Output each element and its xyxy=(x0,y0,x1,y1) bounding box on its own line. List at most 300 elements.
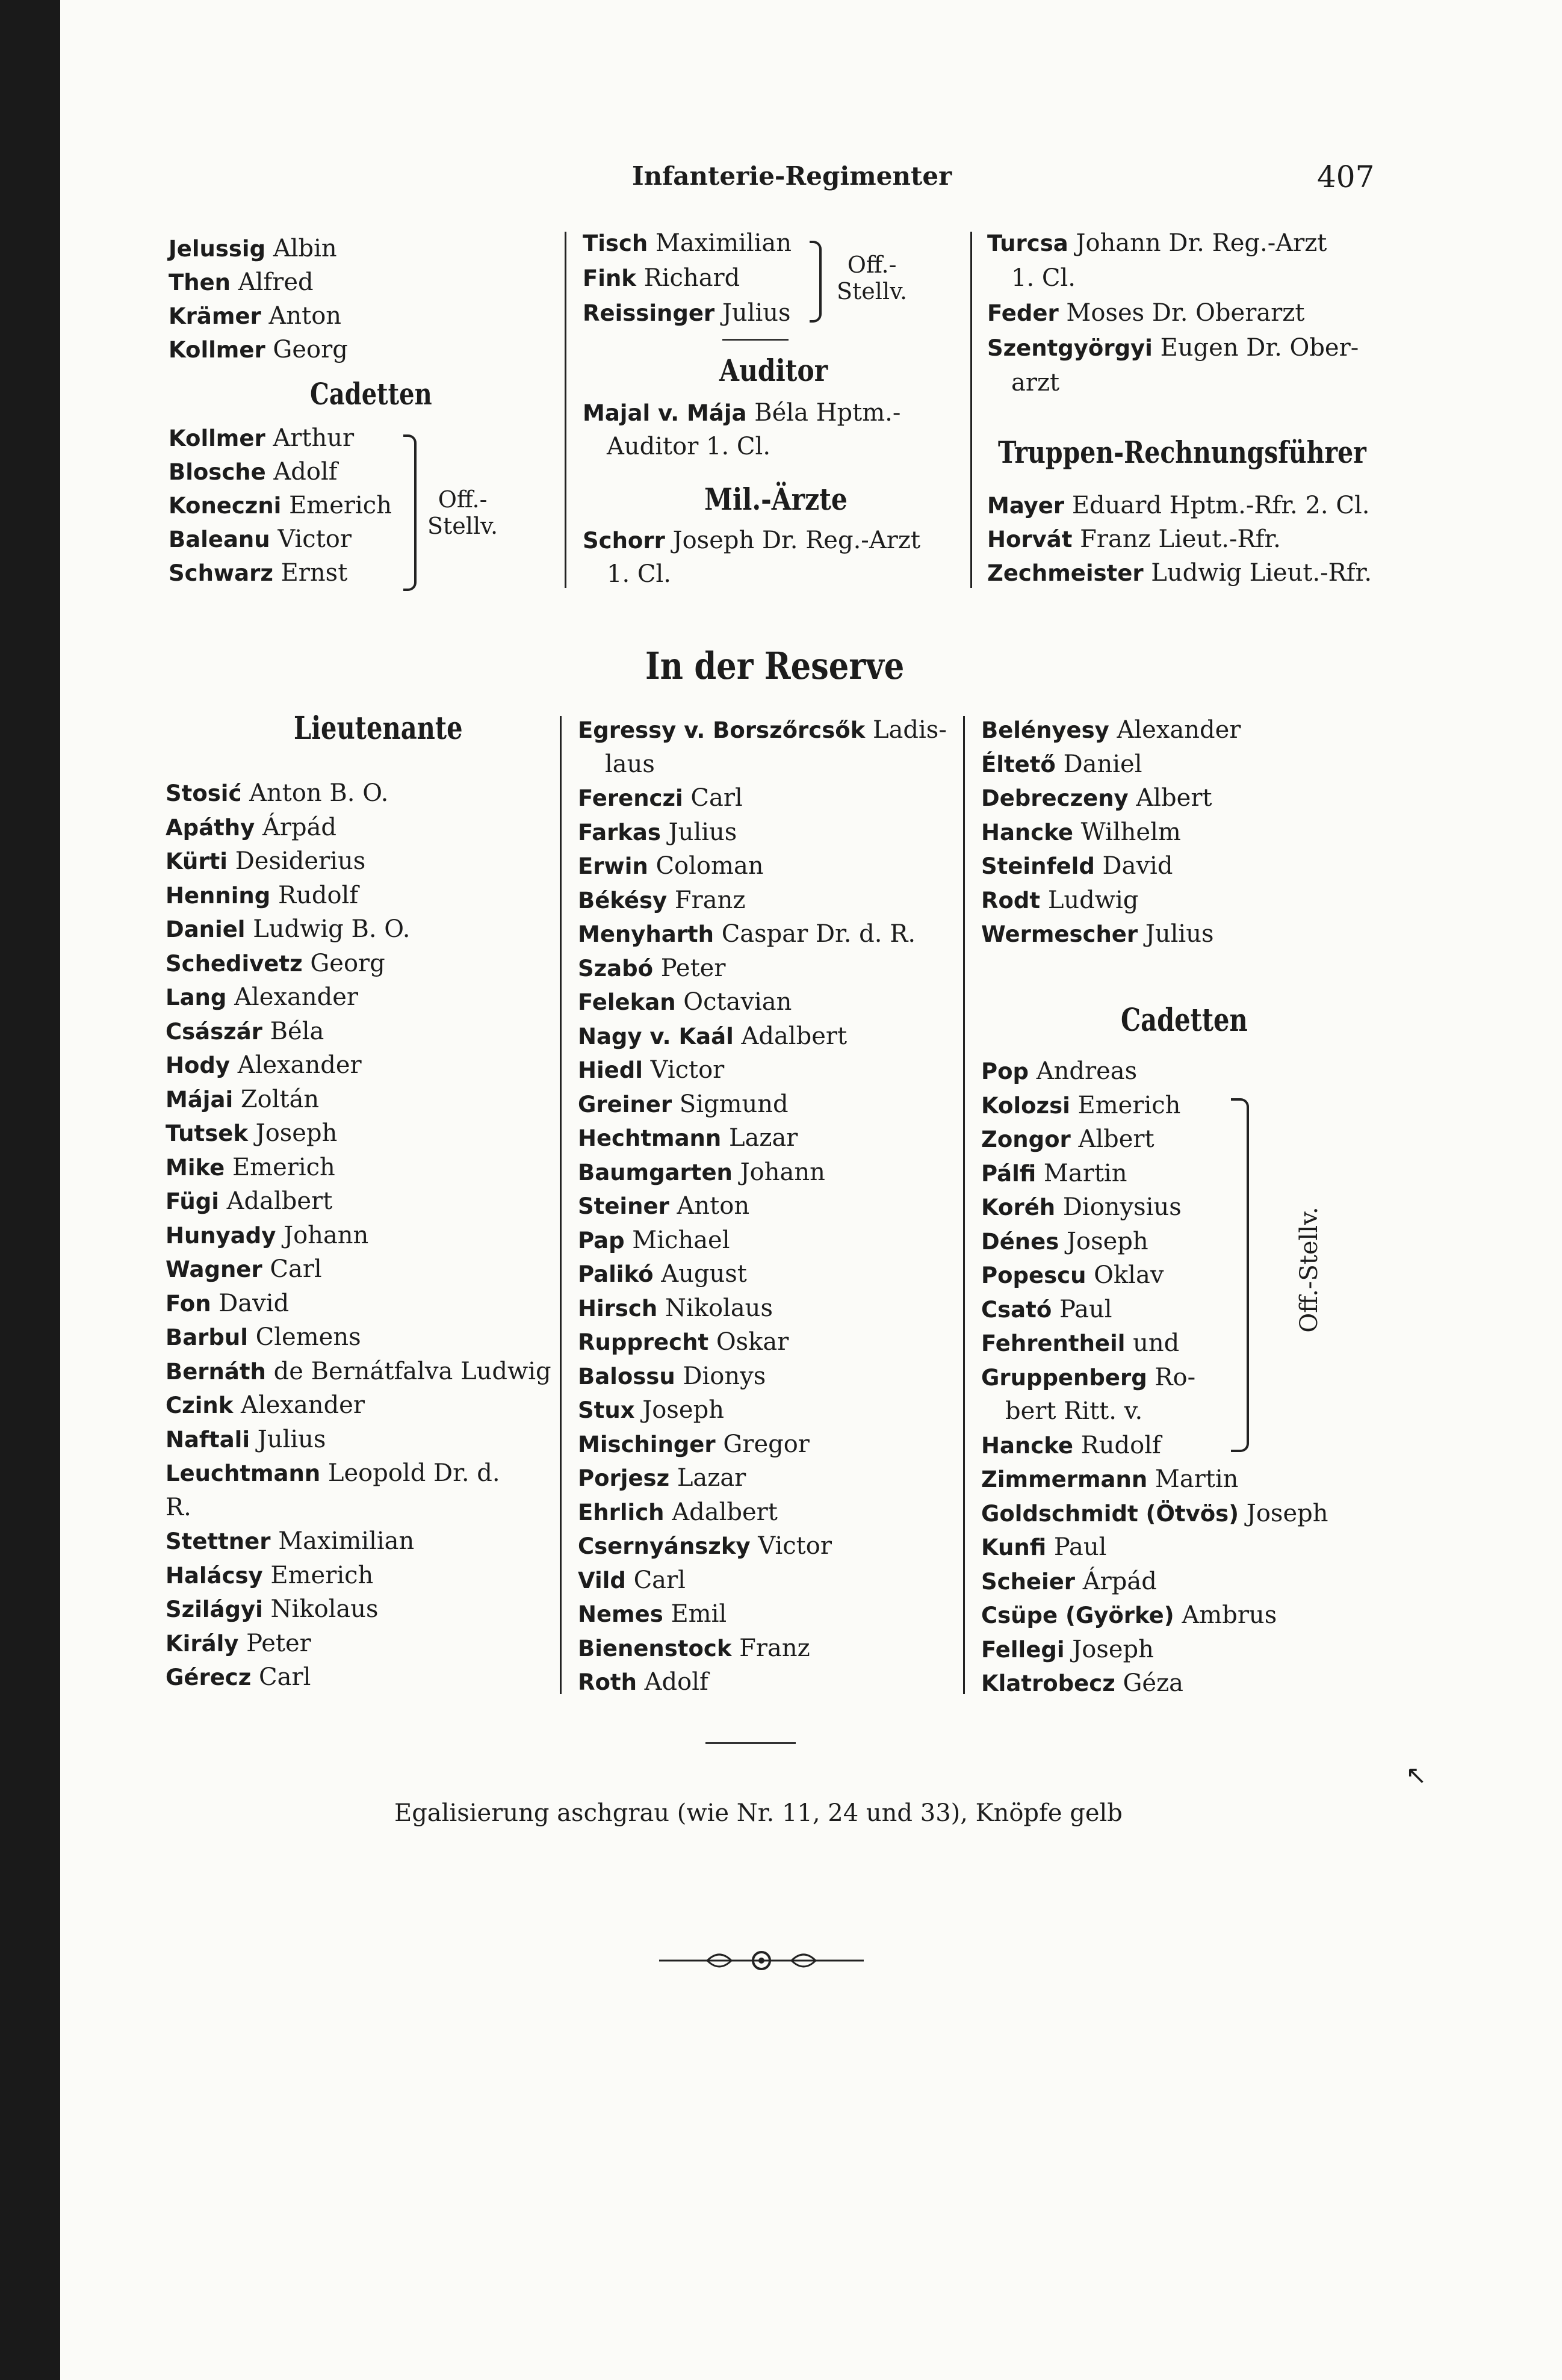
entry-row xyxy=(578,1087,789,1122)
given-name: Martin xyxy=(1043,1159,1127,1187)
given-name: Adolf xyxy=(644,1668,708,1696)
surname: Hancke xyxy=(981,1432,1073,1459)
surname: Szilágyi xyxy=(166,1596,263,1622)
surname: Fink xyxy=(583,265,636,291)
given-name: Alfred xyxy=(238,268,314,296)
surname: Zechmeister xyxy=(987,560,1144,586)
surname: Schwarz xyxy=(169,560,273,586)
entry-row xyxy=(578,1325,789,1359)
auditor-heading: Auditor xyxy=(719,353,828,388)
surname: Nagy v. Kaál xyxy=(578,1023,734,1049)
given-name: Georg xyxy=(273,336,348,363)
given-name: Joseph Dr. Reg.-Arzt xyxy=(672,527,920,554)
surname: Hiedl xyxy=(578,1057,643,1083)
given-name: Carl xyxy=(633,1566,686,1594)
given-name: Coloman xyxy=(655,852,764,880)
surname: Szabó xyxy=(578,955,654,981)
entry-row xyxy=(578,1597,727,1631)
given-name: Adalbert xyxy=(741,1022,848,1050)
surname: Naftali xyxy=(166,1426,250,1453)
entry-row xyxy=(981,849,1173,883)
surname: Stux xyxy=(578,1397,635,1423)
entry-row xyxy=(981,1054,1137,1089)
entry-row xyxy=(578,781,743,815)
surname: Nemes xyxy=(578,1601,663,1627)
surname: Pálfi xyxy=(981,1160,1037,1187)
footer-rule xyxy=(705,1742,796,1744)
entry-row xyxy=(166,1083,319,1117)
surname: Koréh xyxy=(981,1195,1056,1220)
surname: Kunfi xyxy=(981,1535,1047,1560)
entry-row xyxy=(169,421,354,456)
surname: Hechtmann xyxy=(578,1125,722,1151)
given-name: David xyxy=(1102,852,1173,880)
given-name: Lazar xyxy=(677,1464,746,1492)
given-name: Joseph xyxy=(642,1396,724,1424)
given-name: bert Ritt. v. xyxy=(1005,1397,1143,1425)
entry-row xyxy=(166,776,388,811)
given-name: Daniel xyxy=(1063,750,1142,778)
entry-row xyxy=(578,1427,810,1462)
surname: Hody xyxy=(166,1052,230,1078)
surname: Apáthy xyxy=(166,814,255,841)
given-name: Ernst xyxy=(280,559,348,587)
entry-row xyxy=(981,747,1142,782)
given-name: Franz xyxy=(674,886,746,914)
given-name: Anton xyxy=(677,1192,750,1220)
surname: Balossu xyxy=(578,1363,675,1389)
surname: Henning xyxy=(166,882,271,909)
surname: Fellegi xyxy=(981,1636,1065,1663)
surname: Pop xyxy=(981,1059,1029,1084)
entry-row xyxy=(578,1359,766,1394)
given-name: Ambrus xyxy=(1182,1601,1277,1629)
entry-row xyxy=(981,815,1181,850)
entry-row xyxy=(166,1116,337,1151)
surname: Hunyady xyxy=(166,1222,276,1249)
surname: Turcsa xyxy=(987,230,1068,256)
given-name: Wilhelm xyxy=(1080,818,1181,846)
given-name: Joseph xyxy=(1246,1499,1328,1527)
given-name: Adolf xyxy=(273,458,338,486)
given-name: Moses Dr. Oberarzt xyxy=(1066,299,1305,327)
entry-row xyxy=(166,1320,361,1355)
given-name: Martin xyxy=(1154,1465,1239,1493)
given-name: Nikolaus xyxy=(665,1294,773,1322)
brace-1 xyxy=(403,434,417,591)
given-name: Emil xyxy=(671,1600,727,1628)
surname: Éltető xyxy=(981,751,1056,777)
entry-row xyxy=(578,1121,798,1155)
surname: Tutsek xyxy=(166,1120,248,1146)
given-name: Alexander xyxy=(237,1051,362,1079)
cadets-heading-1: Cadetten xyxy=(310,376,432,412)
given-name: Julius xyxy=(1145,920,1214,948)
given-name: Octavian xyxy=(683,988,792,1016)
surname: Erwin xyxy=(578,853,648,879)
surname: Ehrlich xyxy=(578,1499,665,1525)
surname: Klatrobecz xyxy=(981,1671,1115,1696)
entry-row xyxy=(166,844,365,879)
given-name: Emerich xyxy=(289,492,392,519)
entry-row xyxy=(166,1423,326,1457)
given-name: Zoltán xyxy=(240,1085,320,1113)
entry-row xyxy=(981,1598,1277,1633)
surname: Wermescher xyxy=(981,921,1138,947)
given-name: Emerich xyxy=(270,1561,374,1589)
given-name: Johann xyxy=(740,1158,825,1186)
entry-row xyxy=(578,1563,686,1598)
given-name: de Bernátfalva Ludwig xyxy=(273,1357,551,1385)
surname: Schedivetz xyxy=(166,950,303,977)
entry-row xyxy=(987,522,1281,557)
reserve-heading: In der Reserve xyxy=(645,644,905,688)
given-name: Carl xyxy=(270,1255,322,1283)
entry-row xyxy=(981,1190,1182,1225)
entry-row xyxy=(169,333,348,367)
surname: Debreczeny xyxy=(981,785,1129,811)
given-name: Johann Dr. Reg.-Arzt xyxy=(1076,229,1327,257)
surname: Koneczni xyxy=(169,493,282,519)
given-name: Victor xyxy=(758,1532,832,1560)
off-stellv-note-1 xyxy=(427,486,498,539)
entry-row xyxy=(578,1665,708,1699)
surname: Feder xyxy=(987,300,1059,326)
surname: Goldschmidt (Ötvös) xyxy=(981,1500,1239,1527)
given-name: Eduard Hptm.-Rfr. 2. Cl. xyxy=(1071,492,1370,519)
entry-row xyxy=(169,232,337,266)
entry-row xyxy=(981,1633,1154,1667)
column-rule xyxy=(970,232,972,588)
surname: Menyharth xyxy=(578,921,714,947)
entry-row xyxy=(169,556,347,590)
entry-row xyxy=(981,1497,1328,1531)
entry-row xyxy=(981,1666,1183,1701)
surname: Wagner xyxy=(166,1256,262,1282)
given-name: laus xyxy=(605,750,655,778)
entry-row xyxy=(981,1326,1179,1361)
entry-row xyxy=(578,1189,749,1223)
surname: Hancke xyxy=(981,819,1073,845)
surname: Mike xyxy=(166,1154,225,1181)
given-name: 1. Cl. xyxy=(607,560,671,588)
given-name: Albert xyxy=(1136,784,1212,812)
given-name: Julius xyxy=(257,1425,326,1453)
given-name: Ludwig B. O. xyxy=(253,915,411,943)
given-name: Maximilian xyxy=(655,229,792,257)
surname: Steinfeld xyxy=(981,853,1095,879)
cadets-heading-2: Cadetten xyxy=(1121,1002,1248,1039)
entry-row xyxy=(169,522,352,557)
entry-row xyxy=(578,1291,773,1326)
off-stellv-note-3: Off.-Stellv. xyxy=(1295,1207,1323,1333)
given-name: Alexander xyxy=(1117,716,1241,744)
given-name: August xyxy=(661,1260,747,1288)
surname: Steiner xyxy=(578,1193,669,1219)
entry-row xyxy=(166,1048,362,1083)
given-name: Dionys xyxy=(683,1362,766,1390)
given-name: Richard xyxy=(643,264,740,292)
given-name: Árpád xyxy=(262,813,337,841)
surname: Májai xyxy=(166,1086,234,1113)
surname: Blosche xyxy=(169,459,266,485)
given-name: Michael xyxy=(632,1226,730,1254)
entry-row xyxy=(578,951,725,986)
surname: Leuchtmann xyxy=(166,1460,321,1486)
entry-row xyxy=(981,1530,1106,1565)
surname: Király xyxy=(166,1630,239,1657)
surname: Csernyánszky xyxy=(578,1533,751,1559)
surname: Rodt xyxy=(981,887,1041,913)
surname: Mayer xyxy=(987,493,1065,519)
given-name: Eugen Dr. Ober- xyxy=(1160,334,1359,362)
entry-row xyxy=(166,1660,311,1695)
entry-row xyxy=(605,747,655,781)
given-name: David xyxy=(218,1289,290,1317)
entry-row xyxy=(578,1631,810,1666)
surname: Tisch xyxy=(583,230,648,256)
surname: Czink xyxy=(166,1392,234,1418)
given-name: Albin xyxy=(273,235,337,262)
surname: Popescu xyxy=(981,1263,1086,1288)
surname: Bienenstock xyxy=(578,1635,732,1661)
brace-3 xyxy=(1231,1098,1249,1452)
page xyxy=(60,0,1562,2380)
given-name: Desiderius xyxy=(235,847,366,875)
entry-row xyxy=(166,1456,500,1491)
given-name: Arthur xyxy=(273,424,355,452)
given-name: Béla xyxy=(270,1017,324,1045)
entry-row xyxy=(166,811,336,845)
given-name: Anton xyxy=(268,302,342,330)
entry-row xyxy=(169,455,338,489)
surname: Horvát xyxy=(987,527,1073,552)
entry-row xyxy=(578,883,745,918)
ornament-icon xyxy=(659,1943,864,1979)
surname: Bernáth xyxy=(166,1358,266,1385)
surname: Rupprecht xyxy=(578,1329,709,1355)
brace-2 xyxy=(810,241,822,323)
surname: Krämer xyxy=(169,303,261,329)
lieutenants-heading: Lieutenante xyxy=(294,710,463,747)
surname: Fügi xyxy=(166,1188,219,1214)
entry-row xyxy=(166,947,385,981)
entry-row xyxy=(169,299,341,333)
page-number: 407 xyxy=(1317,159,1375,194)
entry-row xyxy=(981,1157,1127,1191)
given-name: Árpád xyxy=(1082,1567,1157,1595)
entry-row xyxy=(166,1219,368,1253)
entry-row xyxy=(166,1524,414,1559)
off-stellv-note-2 xyxy=(837,252,907,304)
given-name: Oklav xyxy=(1094,1261,1164,1289)
note-line: Stellv. xyxy=(837,278,908,304)
given-name: Julius xyxy=(668,818,737,846)
surname: Daniel xyxy=(166,916,246,942)
given-name: Géza xyxy=(1123,1669,1183,1697)
entry-row xyxy=(166,1627,311,1661)
entry-row xyxy=(583,396,900,430)
surname: Hirsch xyxy=(578,1295,658,1321)
surname: Jelussig xyxy=(169,236,266,262)
given-name: Rudolf xyxy=(277,881,359,909)
entry-row xyxy=(583,226,792,261)
given-name: Gregor xyxy=(723,1430,810,1458)
given-name: Peter xyxy=(660,954,726,982)
given-name: Auditor 1. Cl. xyxy=(607,433,771,460)
entry-row xyxy=(607,430,770,463)
entry-row xyxy=(578,1461,746,1495)
surname: Pap xyxy=(578,1227,625,1253)
entry-row xyxy=(578,985,792,1019)
given-name: Alexander xyxy=(234,983,359,1011)
note-line: Off.- xyxy=(438,486,488,513)
given-name: Sigmund xyxy=(679,1090,789,1118)
given-name: arzt xyxy=(1011,369,1060,397)
entry-row xyxy=(987,296,1304,330)
note-line: Off.- xyxy=(847,252,897,278)
given-name: Carl xyxy=(690,784,743,812)
surname: Kolozsi xyxy=(981,1092,1070,1119)
cursor-mark-icon: ↖ xyxy=(1405,1760,1427,1790)
column-rule xyxy=(560,716,562,1694)
surname: Halácsy xyxy=(166,1562,263,1589)
surname: Schorr xyxy=(583,528,665,554)
entry-row xyxy=(981,1429,1161,1463)
entry-row xyxy=(578,849,764,883)
entry-row xyxy=(981,1089,1180,1123)
given-name: Emerich xyxy=(232,1153,335,1181)
surname: Fehrentheil xyxy=(981,1331,1126,1356)
entry-row xyxy=(981,781,1212,815)
surname: Mischinger xyxy=(578,1431,716,1457)
surname: Zimmermann xyxy=(981,1467,1148,1492)
entry-row xyxy=(1005,1394,1142,1428)
entry-row xyxy=(166,1388,365,1423)
entry-row xyxy=(166,879,358,913)
entry-row xyxy=(166,1151,335,1185)
entry-row xyxy=(166,1252,322,1287)
column-rule xyxy=(565,232,566,588)
entry-row xyxy=(981,1225,1148,1259)
surname: Lang xyxy=(166,984,227,1010)
entry-row xyxy=(166,1491,191,1524)
surname: Szentgyörgyi xyxy=(987,335,1153,361)
surname: Farkas xyxy=(578,819,661,845)
given-name: Ro- xyxy=(1154,1363,1196,1391)
given-name: und xyxy=(1133,1329,1180,1357)
entry-row xyxy=(981,1462,1238,1497)
given-name: Franz xyxy=(739,1634,810,1662)
given-name: Julius xyxy=(722,299,791,327)
given-name: Dionysius xyxy=(1062,1193,1182,1221)
surname: Császár xyxy=(166,1018,262,1045)
entry-row xyxy=(981,1565,1157,1599)
surname: Barbul xyxy=(166,1324,248,1350)
surname: Vild xyxy=(578,1567,626,1593)
entry-row xyxy=(166,1355,551,1389)
given-name: Joseph xyxy=(1072,1635,1154,1663)
surname: Kürti xyxy=(166,848,228,874)
surname: Stosić xyxy=(166,780,242,806)
surname: Békésy xyxy=(578,887,668,913)
entry-row xyxy=(578,1495,778,1530)
given-name: Franz Lieut.-Rfr. xyxy=(1080,525,1281,553)
surname: Felekan xyxy=(578,989,676,1015)
entry-row xyxy=(981,917,1214,951)
surname: Kollmer xyxy=(169,337,265,363)
entry-row xyxy=(607,557,671,591)
entry-row xyxy=(583,296,791,330)
entry-row xyxy=(981,1293,1112,1327)
given-name: Alexander xyxy=(241,1391,365,1419)
given-name: Joseph xyxy=(1066,1227,1148,1255)
given-name: Paul xyxy=(1059,1295,1112,1323)
given-name: Andreas xyxy=(1036,1057,1138,1085)
entry-row xyxy=(166,1559,373,1593)
given-name: Peter xyxy=(246,1629,311,1657)
surname: Dénes xyxy=(981,1228,1059,1255)
entry-row xyxy=(1011,366,1059,400)
given-name: Emerich xyxy=(1077,1091,1181,1119)
entry-row xyxy=(578,1223,730,1258)
surname: Gruppenberg xyxy=(981,1364,1147,1391)
accounting-heading: Truppen-Rechnungsführer xyxy=(998,434,1366,470)
given-name: Nikolaus xyxy=(270,1595,379,1623)
given-name: Ludwig xyxy=(1047,886,1139,914)
given-name: Rudolf xyxy=(1080,1431,1161,1459)
given-name: Caspar Dr. d. R. xyxy=(721,920,916,948)
entry-row xyxy=(583,524,920,558)
surname: Gérecz xyxy=(166,1664,252,1690)
surname: Zongor xyxy=(981,1127,1071,1152)
given-name: Anton B. O. xyxy=(249,779,389,807)
entry-row xyxy=(578,1155,825,1190)
given-name: Joseph xyxy=(255,1119,338,1147)
entry-row xyxy=(981,1258,1164,1293)
entry-row xyxy=(583,261,740,295)
entry-row xyxy=(987,556,1372,590)
entry-row xyxy=(169,265,314,300)
entry-row xyxy=(987,226,1327,261)
entry-row xyxy=(166,980,358,1015)
entry-row xyxy=(166,1592,379,1627)
given-name: 1. Cl. xyxy=(1011,264,1076,292)
short-rule xyxy=(722,339,789,341)
entry-row xyxy=(981,713,1241,747)
given-name: Ludwig Lieut.-Rfr. xyxy=(1151,559,1372,587)
entry-row xyxy=(166,1015,324,1049)
entry-row xyxy=(578,815,737,850)
surname: Baleanu xyxy=(169,527,270,552)
entry-row xyxy=(578,1053,724,1087)
surname: Csüpe (Györke) xyxy=(981,1603,1174,1628)
surname: Roth xyxy=(578,1669,637,1695)
column-rule xyxy=(963,716,965,1694)
entry-row xyxy=(578,1393,724,1427)
given-name: Victor xyxy=(650,1056,725,1084)
surname: Porjesz xyxy=(578,1465,670,1491)
surname: Then xyxy=(169,270,231,295)
given-name: Adalbert xyxy=(226,1187,333,1215)
surname: Majal v. Mája xyxy=(583,400,747,426)
doctors-heading: Mil.-Ärzte xyxy=(704,481,848,517)
surname: Baumgarten xyxy=(578,1159,733,1185)
surname: Ferenczi xyxy=(578,785,683,811)
entry-row xyxy=(578,917,916,951)
surname: Belényesy xyxy=(981,717,1109,743)
entry-row xyxy=(166,1184,332,1219)
